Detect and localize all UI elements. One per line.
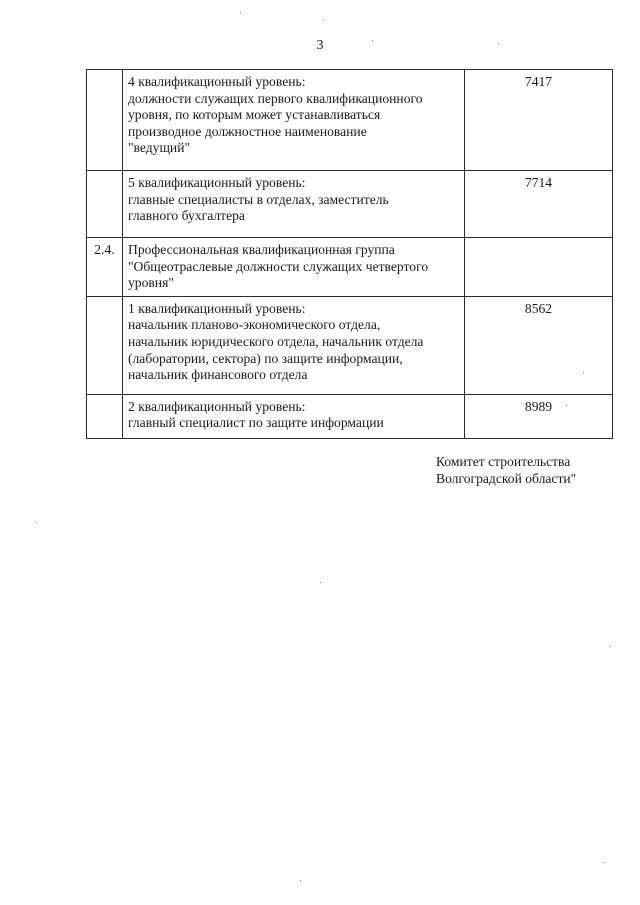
- scan-speck: [498, 43, 499, 44]
- scan-speck: [36, 522, 37, 523]
- row-number-cell: [87, 394, 123, 438]
- table-row: [87, 70, 613, 171]
- description-line: 2 квалификационный уровень:: [128, 398, 306, 414]
- description-line: начальник финансового отдела: [128, 367, 308, 383]
- salary-cell: 8989: [465, 394, 613, 438]
- description-line: начальник юридического отдела, начальник отдела: [128, 333, 424, 349]
- signature-line: Комитет строительства: [436, 454, 571, 469]
- salary-table: [86, 69, 613, 439]
- description-line: главного бухгалтера: [128, 208, 245, 224]
- table-row: [87, 394, 613, 438]
- page-number: 3: [316, 38, 324, 53]
- description-line: главный специалист по защите информации: [128, 415, 384, 431]
- scan-speck: [604, 862, 605, 863]
- description-line: должности служащих первого квалификационного: [128, 90, 423, 106]
- salary-cell: 8562: [465, 296, 613, 394]
- description-line: 5 квалификационный уровень:: [128, 175, 306, 190]
- description-line: начальник планово-экономического отдела,: [128, 317, 381, 333]
- description-line: уровня": [128, 275, 174, 291]
- description-line: "ведущий": [128, 140, 191, 156]
- signature-line: Волгоградской области": [436, 471, 577, 486]
- table-row: [87, 296, 613, 394]
- signature-block: [436, 453, 576, 487]
- description-line: (лаборатории, сектора) по защите информации,: [128, 350, 403, 366]
- description-line: "Общеотраслевые должности служащих четвертого: [128, 258, 429, 274]
- description-line: 4 квалификационный уровень:: [128, 74, 306, 89]
- description-line: главные специалисты в отделах, заместитель: [128, 191, 389, 207]
- row-number-cell: 2.4.: [87, 238, 123, 297]
- scan-speck: [320, 582, 321, 583]
- row-number-cell: [87, 70, 123, 171]
- row-number-cell: [87, 171, 123, 238]
- group-title-cell: [123, 238, 465, 297]
- scan-speck: [240, 12, 241, 13]
- table-row: [87, 171, 613, 238]
- position-description-cell: [123, 296, 465, 394]
- scan-speck: [566, 405, 567, 406]
- scan-speck: [323, 20, 324, 21]
- position-description-cell: [123, 394, 465, 438]
- salary-cell: 7714: [465, 171, 613, 238]
- salary-cell: 7417: [465, 70, 613, 171]
- row-number-cell: [87, 296, 123, 394]
- table-row: [87, 238, 613, 297]
- scan-speck: [583, 372, 584, 373]
- description-line: уровня, по которым может устанавливаться: [128, 107, 381, 123]
- scan-speck: [300, 880, 301, 881]
- position-description-cell: [123, 70, 465, 171]
- salary-cell: [465, 238, 613, 297]
- scan-speck: [372, 40, 373, 41]
- description-line: Профессиональная квалификационная группа: [128, 242, 395, 257]
- description-line: 1 квалификационный уровень:: [128, 300, 306, 316]
- position-description-cell: [123, 171, 465, 238]
- scan-speck: [610, 646, 611, 647]
- description-line: производное должностное наименование: [128, 123, 367, 139]
